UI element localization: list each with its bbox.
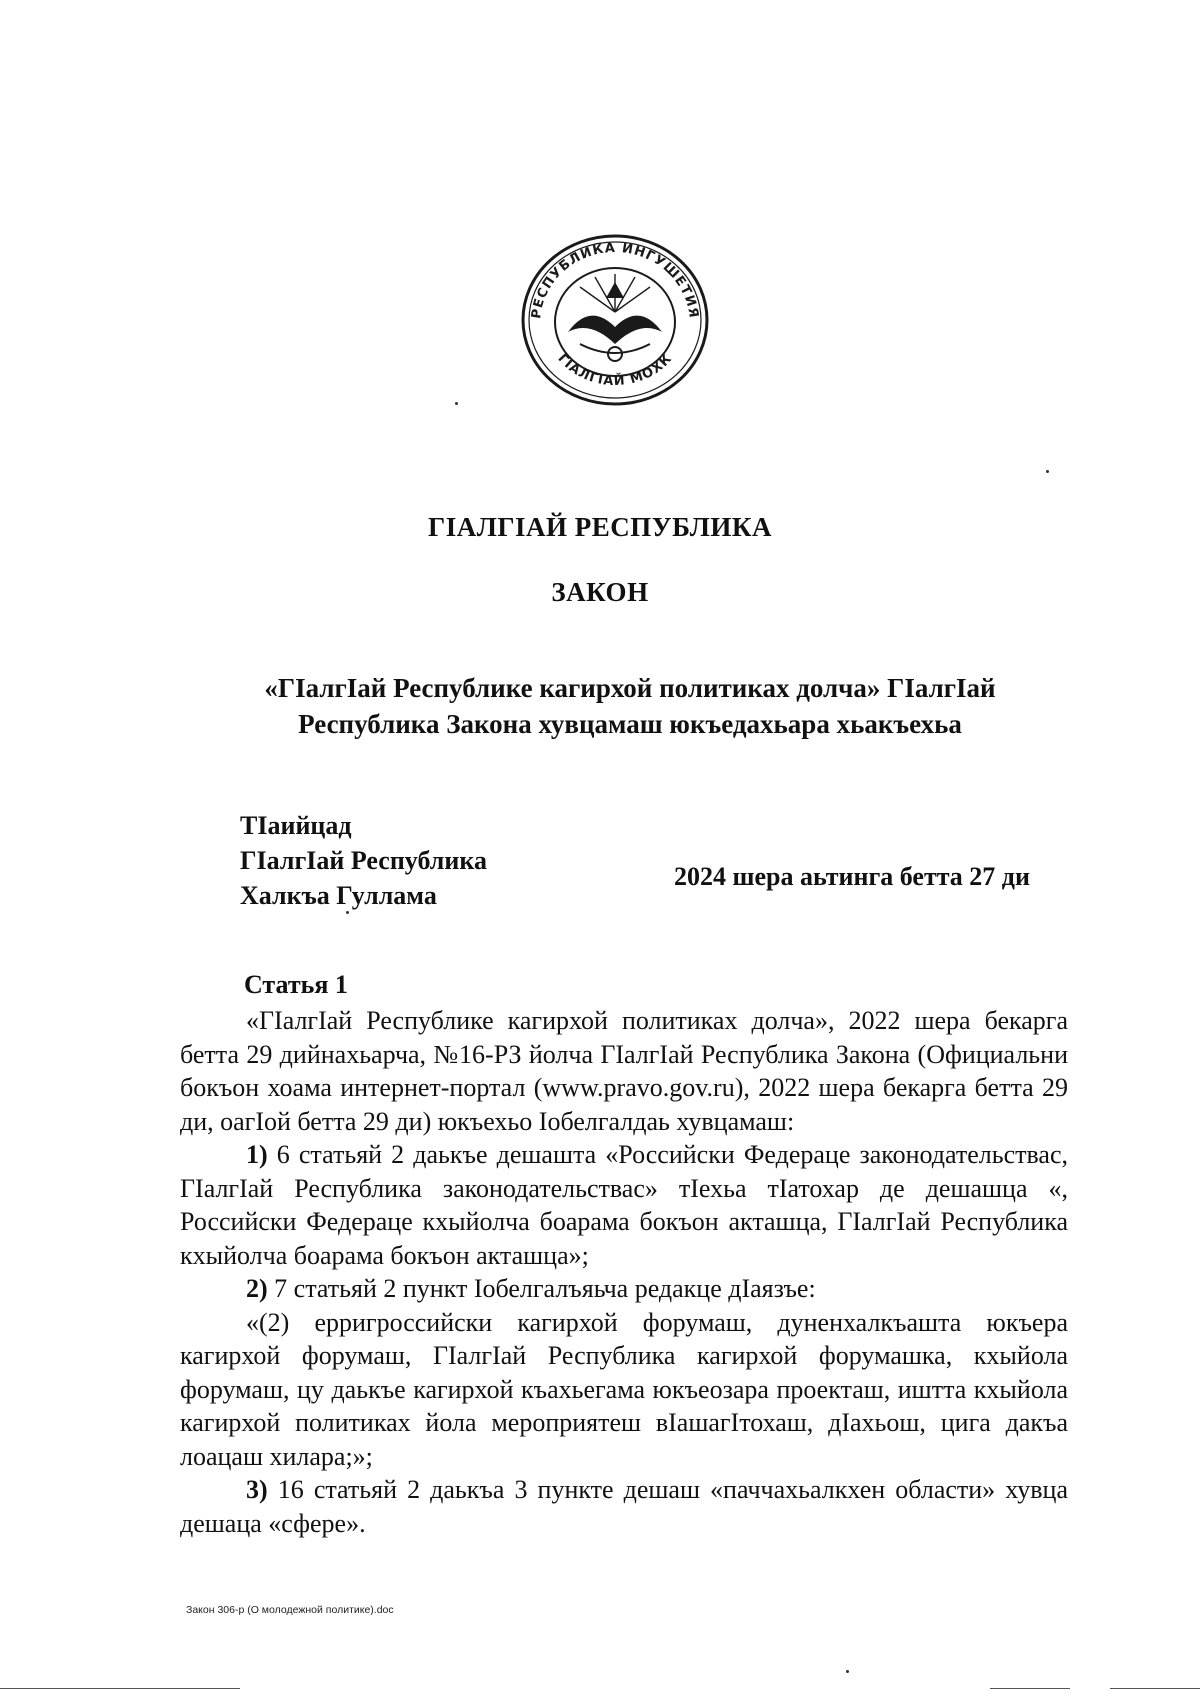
adoption-date: 2024 шера аьтинга бетта 27 ди xyxy=(674,862,1030,891)
article-item xyxy=(180,1138,1068,1272)
footer-filename: Закон 306-р (О молодежной политике).doc xyxy=(186,1604,394,1616)
article-body xyxy=(180,1004,1068,1540)
emblem-bottom-text: ГIАЛГIАЙ МОХК xyxy=(554,351,676,390)
scan-edge-line xyxy=(990,1688,1070,1689)
adoption-line: Халкъа Гуллама xyxy=(240,881,437,910)
item-number: 3) xyxy=(246,1475,268,1504)
item-number: 1) xyxy=(246,1140,268,1169)
svg-text:ГIАЛГIАЙ МОХК xyxy=(555,351,676,389)
emblem-top-text: РЕСПУБЛИКА ИНГУШЕТИЯ xyxy=(529,240,701,320)
republic-emblem xyxy=(510,232,720,407)
scan-edge-line xyxy=(1110,1688,1200,1689)
article-item xyxy=(180,1272,1068,1306)
scan-speck xyxy=(455,402,458,405)
item-text: «(2) ерригроссийски кагирхой форумаш, дуненхалкъашта юкъера кагирхой форумаш, ГIалгIай Республика кагирхой форумашка, кхыйола форумаш, цу даькъе кагирхой къахьегама юкъеозара проекташ, иштта кхыйола кагирхой политиках йола мероприятеш вIашагIтохаш, дIахьош, цига дакъа лоацаш хилара;»; xyxy=(180,1307,1068,1471)
item-text: 7 статьяй 2 пункт Iобелгалъяьча редакце дIаязъе: xyxy=(274,1274,816,1303)
article-heading: Статья 1 xyxy=(244,970,348,999)
article-item xyxy=(180,1473,1068,1540)
item-text: 16 статьяй 2 даькъа 3 пункте дешаш «паччахьалкхен области» хувца дешаца «сфере». xyxy=(180,1475,1068,1538)
republic-heading: ГIАЛГIАЙ РЕСПУБЛИКА xyxy=(428,512,772,542)
article-intro: «ГIалгIай Республике кагирхой политиках долча», 2022 шера бекарга бетта 29 дийнахьарча, №16-РЗ йолча ГIалгIай Республика Закона (Официальни бокъон хоама интернет-портал (www.pravo.gov.ru), 2022 шера бекарга бетта 29 ди, оагIой бетта 29 ди) юкъехьо Iобелгалдаь хувцамаш: xyxy=(180,1006,1068,1136)
article-item xyxy=(180,1306,1068,1474)
scan-speck xyxy=(846,1670,849,1673)
adoption-line: ГIалгIай Республика xyxy=(240,846,487,875)
item-text: 6 статьяй 2 даькъе дешашта «Российски Федераце законодательствас, ГIалгIай Республика законодательствас» тIехьа тIатохар де дешашца «, Российски Федераце кхыйолча боарама бокъон акташца, ГIалгIай Республика кхыйолча боарама бокъон акташца»; xyxy=(180,1140,1068,1270)
law-title-line: Республика Закона хувцамаш юкъедахьара хьакъехьа xyxy=(298,709,962,739)
document-type-heading: ЗАКОН xyxy=(551,577,649,607)
adoption-line: ТIаийцад xyxy=(240,811,352,840)
item-number: 2) xyxy=(246,1274,268,1303)
scan-edge-line xyxy=(0,1688,240,1689)
law-title xyxy=(200,670,1060,742)
scan-speck xyxy=(1046,470,1049,473)
adoption-block xyxy=(240,808,487,913)
law-title-line: «ГIалгIай Республике кагирхой политиках долча» ГIалгIай xyxy=(264,673,996,703)
